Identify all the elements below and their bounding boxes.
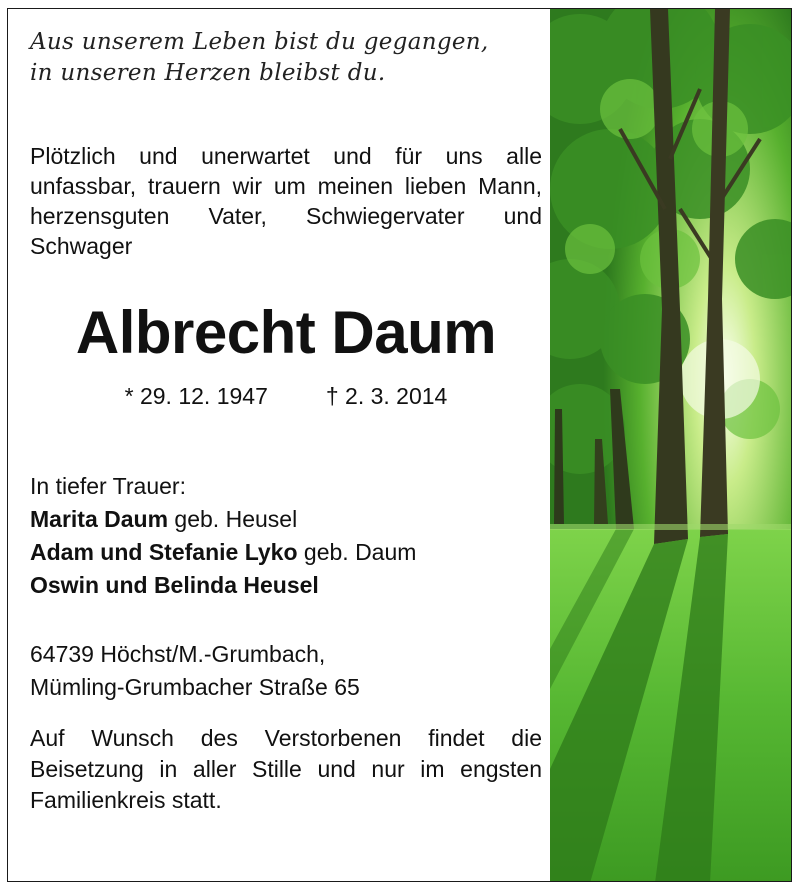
funeral-note: Auf Wunsch des Verstorbenen findet die Beisetzung in aller Stille und nur im engsten Familienkreis statt. [30, 725, 542, 813]
life-dates [30, 382, 542, 410]
address-line: 64739 Höchst/M.-Grumbach, [30, 641, 326, 667]
motto-line: in unseren Herzen bleibst du. [30, 60, 386, 86]
park-trees-image [550, 9, 792, 882]
mourning-heading: In tiefer Trauer: [30, 473, 186, 499]
intro-text: Plötzlich und unerwartet und für uns alle unfassbar, trauern wir um meinen lieben Mann, herzensguten Vater, Schwiegervater und Schwager [30, 143, 542, 259]
obituary-notice [7, 8, 792, 882]
death-date: † 2. 3. 2014 [325, 383, 448, 409]
motto-line: Aus unserem Leben bist du gegangen, [30, 29, 489, 55]
mourner-name: Adam und Stefanie Lyko [30, 539, 298, 565]
mourner-row [30, 569, 542, 602]
mourner-row [30, 536, 542, 569]
mourner-name: Oswin und Belinda Heusel [30, 572, 319, 598]
mourner-name: Marita Daum [30, 506, 169, 532]
birth-date: * 29. 12. 1947 [124, 383, 268, 409]
address-line: Mümling-Grumbacher Straße 65 [30, 674, 360, 700]
mourners-block [30, 470, 542, 602]
mourner-suffix: geb. Daum [297, 539, 417, 565]
park-photo [550, 9, 792, 882]
motto [30, 27, 542, 89]
address [30, 638, 542, 704]
text-column [30, 27, 542, 816]
deceased-name: Albrecht Daum [75, 299, 497, 366]
mourner-row [30, 503, 542, 536]
mourner-suffix: geb. Heusel [168, 506, 298, 532]
